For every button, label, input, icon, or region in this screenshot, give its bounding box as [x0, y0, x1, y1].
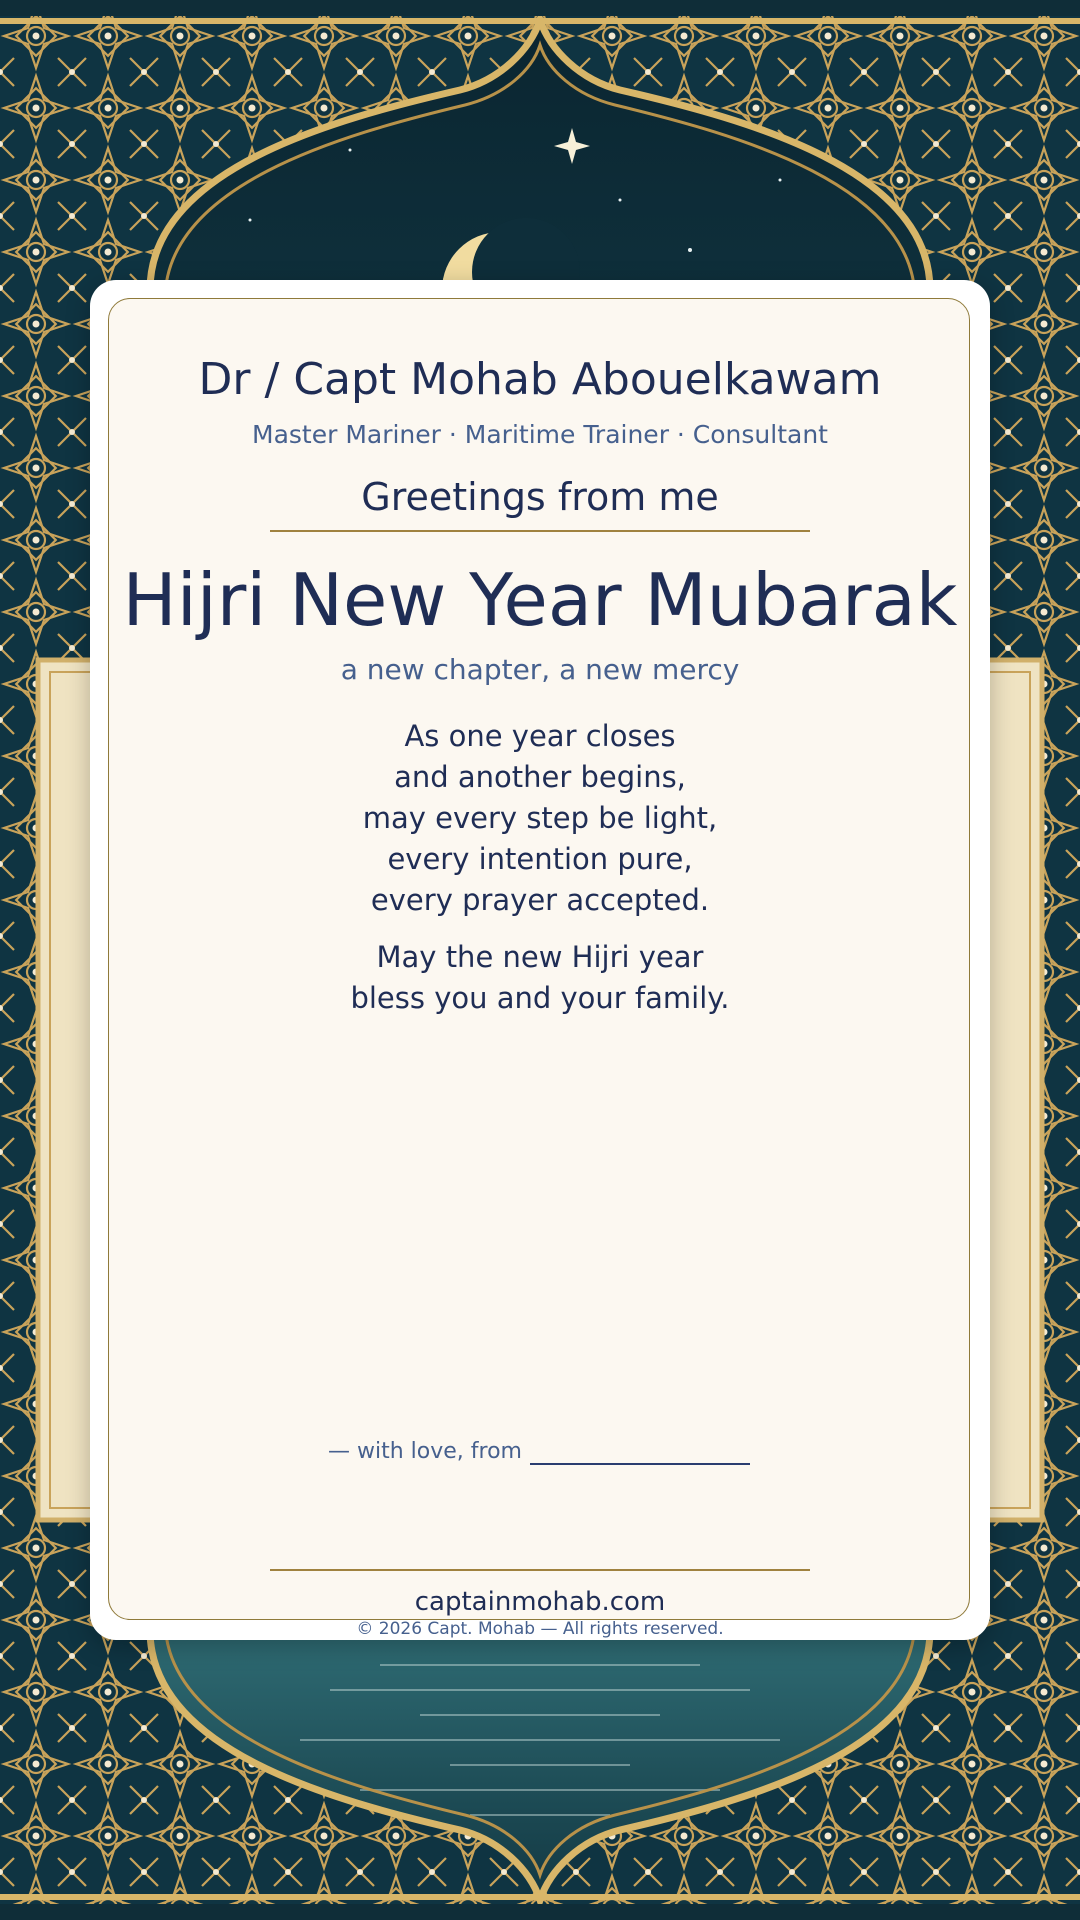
poem-line: every intention pure, [387, 842, 693, 876]
blessing-line: bless you and your family. [350, 981, 730, 1015]
copyright-notice: © 2026 Capt. Mohab — All rights reserved. [356, 1619, 724, 1639]
blessing-line: May the new Hijri year [376, 940, 704, 974]
poem-line: As one year closes [404, 719, 676, 753]
website-link[interactable]: captainmohab.com [414, 1587, 666, 1617]
poem-verse [90, 716, 990, 921]
poem-line: may every step be light, [362, 801, 718, 835]
main-headline: Hijri New Year Mubarak [122, 558, 958, 642]
tagline: a new chapter, a new mercy [340, 653, 740, 686]
sender-name: Dr / Capt Mohab Abouelkawam [198, 354, 882, 405]
poem-line: and another begins, [394, 760, 686, 794]
signoff-text: — with love, from [328, 1439, 522, 1464]
gold-divider-top [270, 530, 810, 532]
sender-titles: Master Mariner · Maritime Trainer · Consultant [252, 420, 828, 449]
signature-blank-line [530, 1463, 750, 1465]
blessing-verse [90, 937, 990, 1019]
gold-divider-bottom [270, 1569, 810, 1571]
poem-line: every prayer accepted. [370, 883, 710, 917]
greeting-heading: Greetings from me [361, 475, 719, 519]
